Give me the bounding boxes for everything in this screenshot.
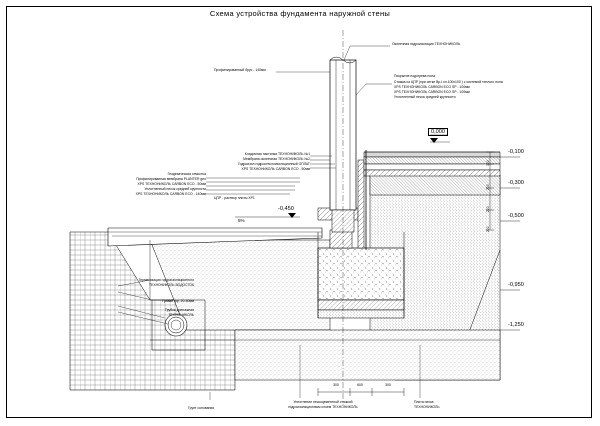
label-wall-line-3: XPS ТЕХНОНИКОЛЬ CARBON ECO - 50мм bbox=[241, 167, 310, 171]
label-floor-line-1: XPS ТЕХНОНИКОЛЬ CARBON ECO SP - 100мм bbox=[394, 85, 470, 89]
floor-buildup bbox=[364, 152, 500, 176]
label-wall-line-1: Мембрана оклеечная ТЕХНОНИКОЛЬ №2 bbox=[243, 157, 310, 161]
drawing-title: Схема устройства фундамента наружной стены bbox=[209, 9, 391, 18]
label-drain-line-0: Герметизация гидроизоляционного bbox=[138, 278, 194, 282]
elevation-0500: -0,500 bbox=[508, 213, 524, 219]
label-drain-line-3: Трубка дренажная bbox=[164, 308, 194, 312]
elevation-0300: -0,300 bbox=[508, 180, 524, 186]
label-drain-line-4: ТЕХНОНИКОЛЬ bbox=[168, 313, 194, 317]
elevation-0950: -0,950 bbox=[508, 282, 524, 288]
label-left-line-3: Уплотненный песок средней крупности bbox=[144, 187, 206, 191]
dim-bottom-1: 600 bbox=[357, 383, 363, 387]
label-floor-line-0: Стяжка из ЦПР (при сетке Вр-I кл.100х100 ) с системой теплого пола bbox=[394, 80, 503, 84]
label-left-line-0: Геодезическая отмостка bbox=[167, 172, 206, 176]
label-drain-line-1: ТЕХНОНИКОЛЬ ВОДОСТОК bbox=[148, 283, 194, 287]
label-ground-base: Грунт основания bbox=[188, 406, 215, 410]
elevation-1250: -1,250 bbox=[508, 322, 524, 328]
dim-right-2: 200 bbox=[486, 206, 490, 212]
label-left-line-2: XPS ТЕХНОНИКОЛЬ CARBON ECO - 50мм bbox=[137, 182, 206, 186]
label-wall-line-0: Кладочная настилка ТЕХНОНИКОЛЬ №1 bbox=[244, 152, 310, 156]
dim-bottom-0: 300 bbox=[333, 383, 339, 387]
label-floor-structure-title: Покрытие подогрева пола bbox=[394, 74, 436, 78]
label-drain-line-2: Гравий фр. 20-40мм bbox=[162, 299, 194, 303]
label-left-line-1: Профилированная мембрана PLANTER geo bbox=[136, 177, 206, 181]
label-slope: 5% bbox=[238, 218, 245, 223]
dim-right-0: 100 bbox=[486, 160, 490, 166]
foundation-plate bbox=[318, 248, 404, 318]
label-floor-line-3: Уплотненный песок средней крупности bbox=[394, 95, 456, 99]
dimension-chain-bottom bbox=[318, 388, 404, 396]
dim-bottom-2: 300 bbox=[385, 383, 391, 387]
label-profiled-beam: Профилированный брус - 140мм bbox=[214, 68, 266, 72]
label-left-line-4: XPS ТЕХНОНИКОЛЬ CARBON ECO - 140мм bbox=[135, 192, 206, 196]
label-floor-line-2: XPS ТЕХНОНИКОЛЬ CARBON ECO SP - 100мм bbox=[394, 90, 470, 94]
elevation-0450: -0,450 bbox=[278, 206, 294, 212]
label-screed-note: ЦПР - раствор плиты ХР1 bbox=[214, 196, 255, 200]
elevation-0000: 0,000 bbox=[428, 128, 448, 136]
label-bottom-right-1: ТЕХНОНИКОЛЬ bbox=[414, 405, 440, 409]
label-bottom-right-0: Плита песка bbox=[414, 400, 434, 404]
elevation-0100: -0,100 bbox=[508, 149, 524, 155]
label-waterproofing-top: Оклеечная гидроизоляция ТЕХНОНИКОЛЬ bbox=[392, 42, 461, 46]
label-bottom-center-1: гидроизоляционным слоем ТЕХНОНИКОЛЬ bbox=[288, 405, 358, 409]
dim-right-1: 200 bbox=[486, 184, 490, 190]
label-bottom-center-0: Уплотнение пескоцементной стяжкой bbox=[293, 400, 353, 404]
label-wall-line-2: Гидроизол гидростеклоизоляционный ОПЛАТ bbox=[238, 162, 310, 166]
dim-right-3: 200 bbox=[486, 226, 490, 232]
